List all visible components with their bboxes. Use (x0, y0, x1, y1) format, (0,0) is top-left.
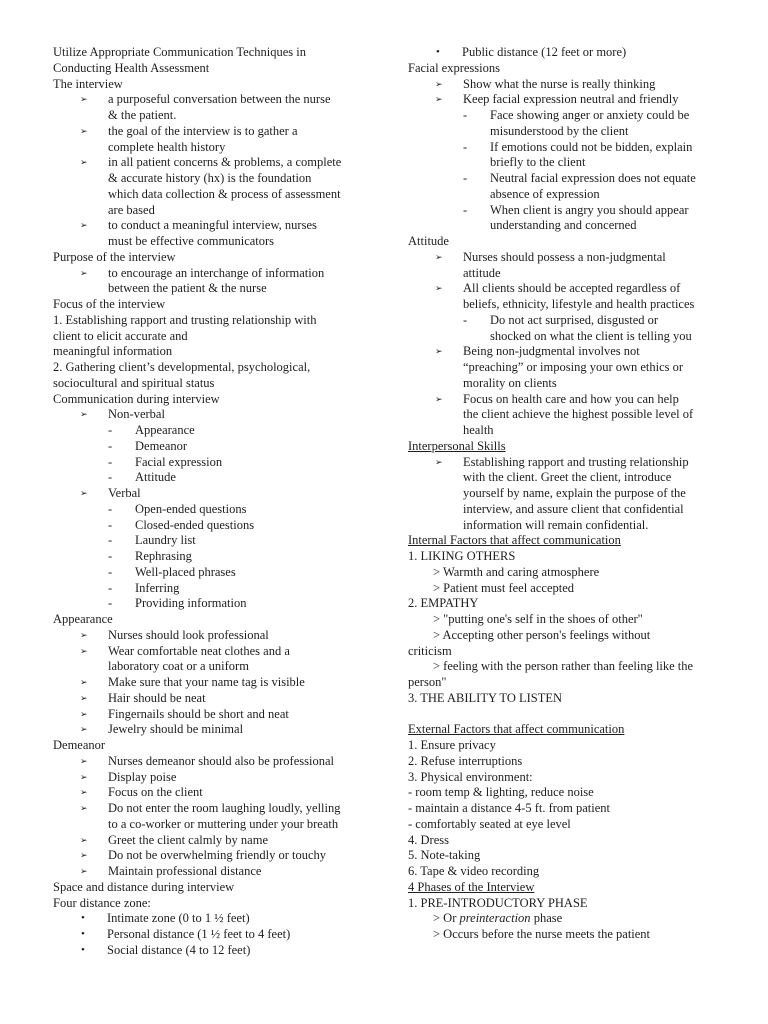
document-line (53, 234, 405, 250)
line-text: Non-verbal (108, 407, 165, 422)
arrow-bullet-icon: ➢ (435, 394, 443, 405)
document-line (53, 140, 405, 156)
line-text: Interpersonal Skills (408, 438, 506, 453)
line-text: Keep facial expression neutral and friendly (463, 92, 679, 107)
dash-icon: - (463, 108, 468, 122)
document-line (53, 722, 405, 738)
dash-icon: - (108, 533, 113, 548)
arrow-bullet-icon: ➢ (435, 95, 443, 106)
document-line (53, 707, 405, 723)
document-line (53, 817, 405, 833)
line-text: Internal Factors that affect communication (408, 533, 621, 548)
dash-icon: - (108, 454, 113, 469)
line-text: to encourage an interchange of information (108, 265, 325, 280)
line-text: Face showing anger or anxiety could be (490, 108, 690, 122)
line-text: 4. Dress (408, 832, 449, 847)
document-line (53, 218, 405, 234)
document-line (408, 407, 766, 423)
dash-icon: - (108, 438, 113, 453)
line-text: Make sure that your name tag is visible (108, 675, 305, 689)
document-line (408, 659, 766, 675)
dash-icon: - (108, 596, 113, 611)
line-text: morality on clients (463, 375, 557, 390)
arrow-bullet-icon: ➢ (80, 851, 88, 862)
line-text: with the client. Greet the client, introduce (463, 470, 672, 485)
document-line (53, 360, 405, 376)
document-line (408, 234, 766, 250)
document-line (408, 833, 766, 849)
document-line (408, 722, 766, 738)
arrow-bullet-icon: ➢ (80, 835, 88, 846)
document-line (53, 329, 405, 345)
line-text: Appearance (53, 612, 113, 626)
document-line (53, 864, 405, 880)
document-line (408, 455, 766, 471)
line-text: Laundry list (135, 533, 196, 548)
line-text: Focus of the interview (53, 297, 166, 311)
dash-icon: - (108, 501, 113, 516)
document-line (53, 281, 405, 297)
dash-icon: - (463, 171, 468, 185)
document-line (408, 203, 766, 219)
line-text: 3. Physical environment: (408, 769, 533, 784)
arrow-bullet-icon: ➢ (80, 709, 88, 720)
line-text: 2. EMPATHY (408, 596, 479, 611)
document-line (53, 407, 405, 423)
document-line (53, 313, 405, 329)
document-line (408, 250, 766, 266)
line-text: Well-placed phrases (135, 564, 236, 579)
line-text: a purposeful conversation between the nurse (108, 92, 331, 107)
arrow-bullet-icon: ➢ (80, 804, 88, 814)
document-line (408, 927, 766, 943)
arrow-bullet-icon: ➢ (80, 489, 88, 499)
document-line (408, 92, 766, 108)
line-text: “preaching” or imposing your own ethics or (463, 360, 684, 374)
document-line (408, 486, 766, 502)
document-line (53, 266, 405, 282)
line-text: criticism (408, 643, 452, 658)
line-text: 3. THE ABILITY TO LISTEN (408, 690, 563, 705)
document-line (53, 108, 405, 124)
document-line (408, 896, 766, 912)
right-column (408, 45, 766, 943)
line-text: Maintain professional distance (108, 864, 262, 878)
line-text: which data collection & process of assessment (108, 186, 341, 201)
document-line (53, 644, 405, 660)
document-line (408, 880, 766, 896)
document-line (408, 596, 766, 612)
arrow-bullet-icon: ➢ (435, 457, 443, 468)
line-text: beliefs, ethnicity, lifestyle and health practices (463, 297, 695, 311)
document-line (408, 502, 766, 518)
document-line (408, 45, 766, 61)
line-text: person" (408, 675, 447, 689)
line-text: Nurses should possess a non-judgmental (463, 249, 666, 264)
line-text: briefly to the client (490, 155, 586, 170)
document-line (53, 628, 405, 644)
document-line (408, 344, 766, 360)
bullet-icon: • (81, 928, 85, 940)
document-line (53, 549, 405, 565)
line-text: attitude (463, 265, 501, 280)
document-line (408, 518, 766, 534)
dash-icon: - (108, 549, 113, 563)
document-line (53, 927, 405, 943)
line-text: - comfortably seated at eye level (408, 816, 571, 831)
document-line (53, 518, 405, 534)
document-line (53, 92, 405, 108)
arrow-bullet-icon: ➢ (435, 347, 443, 358)
document-line (53, 502, 405, 518)
line-text: External Factors that affect communication (408, 722, 625, 737)
document-line (53, 848, 405, 864)
arrow-bullet-icon: ➢ (80, 788, 88, 799)
line-text: 1. LIKING OTHERS (408, 549, 516, 563)
document-line (408, 313, 766, 329)
line-text: Nurses demeanor should also be professional (108, 753, 334, 768)
arrow-bullet-icon: ➢ (80, 630, 88, 641)
document-line (408, 581, 766, 597)
line-text: All clients should be accepted regardless of (463, 281, 681, 296)
document-line (408, 61, 766, 77)
line-text: laboratory coat or a uniform (108, 659, 249, 674)
line-text: to a co-worker or muttering under your breath (108, 816, 339, 831)
line-text: health (463, 423, 494, 437)
bullet-icon: • (81, 912, 85, 925)
line-text: Demeanor (135, 438, 188, 453)
document-line (53, 45, 405, 61)
document-line (408, 864, 766, 880)
line-text: to conduct a meaningful interview, nurses (108, 218, 317, 233)
line-text: 2. Refuse interruptions (408, 753, 523, 768)
line-text: - room temp & lighting, reduce noise (408, 785, 594, 800)
document-line (408, 675, 766, 691)
line-text: Purpose of the interview (53, 249, 176, 264)
line-text: client to elicit accurate and (53, 328, 188, 343)
document-line (53, 833, 405, 849)
arrow-bullet-icon: ➢ (80, 867, 88, 877)
document-line (53, 896, 405, 912)
line-text: 2. Gathering client’s developmental, psychological, (53, 360, 311, 374)
line-text: the client achieve the highest possible level of (463, 407, 694, 422)
line-text: are based (108, 202, 155, 217)
document-line (53, 801, 405, 817)
line-text: Nurses should look professional (108, 627, 269, 642)
dash-icon: - (108, 564, 113, 579)
document-line (408, 108, 766, 124)
line-text: Focus on health care and how you can help (463, 391, 679, 406)
document-line (53, 124, 405, 140)
document-line (53, 785, 405, 801)
dash-icon: - (108, 580, 113, 595)
document-line (53, 659, 405, 675)
document-line (408, 155, 766, 171)
document-line (408, 266, 766, 282)
line-text: Utilize Appropriate Communication Techniques in (53, 45, 307, 59)
document-line (53, 880, 405, 896)
document-line (53, 203, 405, 219)
line-text: Communication during interview (53, 391, 220, 406)
dash-icon: - (108, 517, 113, 532)
line-text: Conducting Health Assessment (53, 60, 210, 75)
document-line (408, 171, 766, 187)
document-line (408, 124, 766, 140)
document-line (408, 533, 766, 549)
arrow-bullet-icon: ➢ (80, 693, 88, 704)
line-text: the goal of the interview is to gather a (108, 123, 298, 138)
line-text: Four distance zone: (53, 895, 151, 910)
arrow-bullet-icon: ➢ (80, 158, 88, 169)
document-line (53, 754, 405, 770)
line-text: > "putting one's self in the shoes of other" (433, 612, 643, 626)
dash-icon: - (108, 470, 113, 485)
document-line (408, 297, 766, 313)
line-text: Being non-judgmental involves not (463, 344, 640, 359)
line-text: > Patient must feel accepted (433, 580, 575, 595)
document-line (53, 344, 405, 360)
line-text: Greet the client calmly by name (108, 832, 269, 847)
document-line (408, 392, 766, 408)
line-text: Intimate zone (0 to 1 ½ feet) (107, 911, 250, 926)
document-line (53, 911, 405, 927)
line-text: Attitude (408, 234, 449, 248)
line-text: Display poise (108, 769, 177, 784)
line-text: absence of expression (490, 186, 600, 201)
document-line (408, 770, 766, 786)
document-line (408, 376, 766, 392)
line-text: > Warmth and caring atmosphere (433, 564, 600, 579)
line-text: Facial expressions (408, 60, 500, 75)
line-text: misunderstood by the client (490, 123, 629, 138)
line-text: in all patient concerns & problems, a complete (108, 155, 342, 170)
line-text: - maintain a distance 4-5 ft. from patient (408, 801, 611, 815)
dash-icon: - (463, 202, 468, 217)
document-line (408, 801, 766, 817)
document-line (53, 738, 405, 754)
document-line (408, 329, 766, 345)
document-line (408, 754, 766, 770)
arrow-bullet-icon: ➢ (80, 646, 88, 657)
document-line (53, 691, 405, 707)
line-text: Inferring (135, 580, 180, 595)
line-text: 1. PRE-INTRODUCTORY PHASE (408, 895, 588, 910)
document-line (53, 297, 405, 313)
document-line (53, 533, 405, 549)
line-text: Closed-ended questions (135, 517, 255, 532)
document-line (53, 455, 405, 471)
arrow-bullet-icon: ➢ (80, 410, 88, 421)
document-line (408, 187, 766, 203)
document-line (53, 596, 405, 612)
line-text: Appearance (135, 423, 195, 437)
document-line (53, 187, 405, 203)
document-line (408, 785, 766, 801)
document-line (53, 77, 405, 93)
line-text: & the patient. (108, 108, 177, 122)
document-line (53, 376, 405, 392)
line-text: 1. Ensure privacy (408, 738, 496, 752)
document-line (408, 817, 766, 833)
line-text: Establishing rapport and trusting relationship (463, 454, 689, 469)
line-text: must be effective communicators (108, 234, 275, 248)
dash-icon: - (463, 139, 468, 154)
document-line (53, 250, 405, 266)
line-text: Facial expression (135, 454, 223, 469)
arrow-bullet-icon: ➢ (435, 79, 443, 90)
document-line (408, 77, 766, 93)
bullet-icon: • (81, 943, 85, 956)
arrow-bullet-icon: ➢ (80, 678, 88, 688)
arrow-bullet-icon: ➢ (80, 268, 88, 279)
line-text: Do not be overwhelming friendly or touchy (108, 848, 327, 863)
line-text: Do not enter the room laughing loudly, yelling (108, 801, 341, 815)
document-line (53, 155, 405, 171)
line-text: When client is angry you should appear (490, 202, 689, 217)
document-line (53, 439, 405, 455)
line-text: 6. Tape & video recording (408, 864, 540, 878)
arrow-bullet-icon: ➢ (435, 284, 443, 295)
line-text: sociocultural and spiritual status (53, 375, 215, 390)
document-line (408, 423, 766, 439)
document-line (53, 770, 405, 786)
line-text: Open-ended questions (135, 501, 247, 516)
line-text: 1. Establishing rapport and trusting relationship with (53, 312, 317, 327)
document-line (53, 171, 405, 187)
document-line (408, 281, 766, 297)
document-line (408, 218, 766, 234)
arrow-bullet-icon: ➢ (80, 725, 88, 736)
document-line (53, 675, 405, 691)
document-line (53, 423, 405, 439)
line-text: Show what the nurse is really thinking (463, 76, 656, 91)
line-text: Focus on the client (108, 785, 203, 800)
line-text: > Or preinteraction phase (433, 911, 563, 926)
document-line (53, 943, 405, 959)
line-text: Hair should be neat (108, 690, 206, 705)
document-line (53, 565, 405, 581)
line-text: between the patient & the nurse (108, 281, 267, 296)
document-line (408, 738, 766, 754)
document-line (408, 848, 766, 864)
line-text: Public distance (12 feet or more) (462, 45, 627, 59)
line-text: & accurate history (hx) is the foundation (108, 171, 312, 185)
line-text: complete health history (108, 139, 226, 154)
document-line (408, 565, 766, 581)
document-line (408, 470, 766, 486)
line-text: Neutral facial expression does not equate (490, 171, 696, 185)
line-text: Do not act surprised, disgusted or (490, 312, 659, 327)
line-text: Fingernails should be short and neat (108, 706, 289, 721)
line-text: Demeanor (53, 738, 106, 752)
line-text: Wear comfortable neat clothes and a (108, 643, 290, 658)
line-text: Rephrasing (135, 549, 192, 563)
document-line (408, 911, 766, 927)
line-text: Personal distance (1 ½ feet to 4 feet) (107, 927, 291, 941)
line-text: The interview (53, 76, 123, 91)
arrow-bullet-icon: ➢ (80, 772, 88, 783)
line-text: > feeling with the person rather than feeling like the (433, 659, 694, 674)
document-line (408, 549, 766, 565)
arrow-bullet-icon: ➢ (435, 252, 443, 263)
document-line (53, 612, 405, 628)
arrow-bullet-icon: ➢ (80, 756, 88, 767)
line-text: Attitude (135, 470, 176, 485)
line-text: interview, and assure client that confidential (463, 501, 684, 516)
document-line (408, 644, 766, 660)
line-text: 4 Phases of the Interview (408, 879, 535, 894)
line-text: Verbal (108, 486, 141, 500)
line-text: Space and distance during interview (53, 879, 235, 894)
arrow-bullet-icon: ➢ (80, 95, 88, 106)
dash-icon: - (108, 423, 113, 437)
line-text: shocked on what the client is telling you (490, 328, 692, 343)
line-text: > Accepting other person's feelings without (433, 627, 651, 642)
document-line (408, 691, 766, 707)
arrow-bullet-icon: ➢ (80, 126, 88, 137)
document-line (53, 581, 405, 597)
line-text: > Occurs before the nurse meets the patient (433, 927, 651, 941)
bullet-icon: • (436, 46, 440, 58)
line-text: understanding and concerned (490, 218, 637, 233)
document-line (53, 61, 405, 77)
line-text: Jewelry should be minimal (108, 722, 244, 737)
blank-line (408, 707, 766, 723)
document-line (408, 628, 766, 644)
document-line (53, 470, 405, 486)
left-column (53, 45, 405, 959)
line-text: meaningful information (53, 344, 173, 359)
line-text: If emotions could not be bidden, explain (490, 139, 693, 154)
line-text: Social distance (4 to 12 feet) (107, 942, 251, 957)
document-line (408, 140, 766, 156)
arrow-bullet-icon: ➢ (80, 221, 88, 232)
line-text: 5. Note-taking (408, 848, 481, 863)
document-line (408, 612, 766, 628)
line-text: information will remain confidential. (463, 517, 649, 532)
document-line (408, 360, 766, 376)
document-line (53, 392, 405, 408)
document-line (408, 439, 766, 455)
line-text: Providing information (135, 596, 247, 611)
document-line (53, 486, 405, 502)
line-text: yourself by name, explain the purpose of the (463, 486, 686, 500)
dash-icon: - (463, 312, 468, 327)
